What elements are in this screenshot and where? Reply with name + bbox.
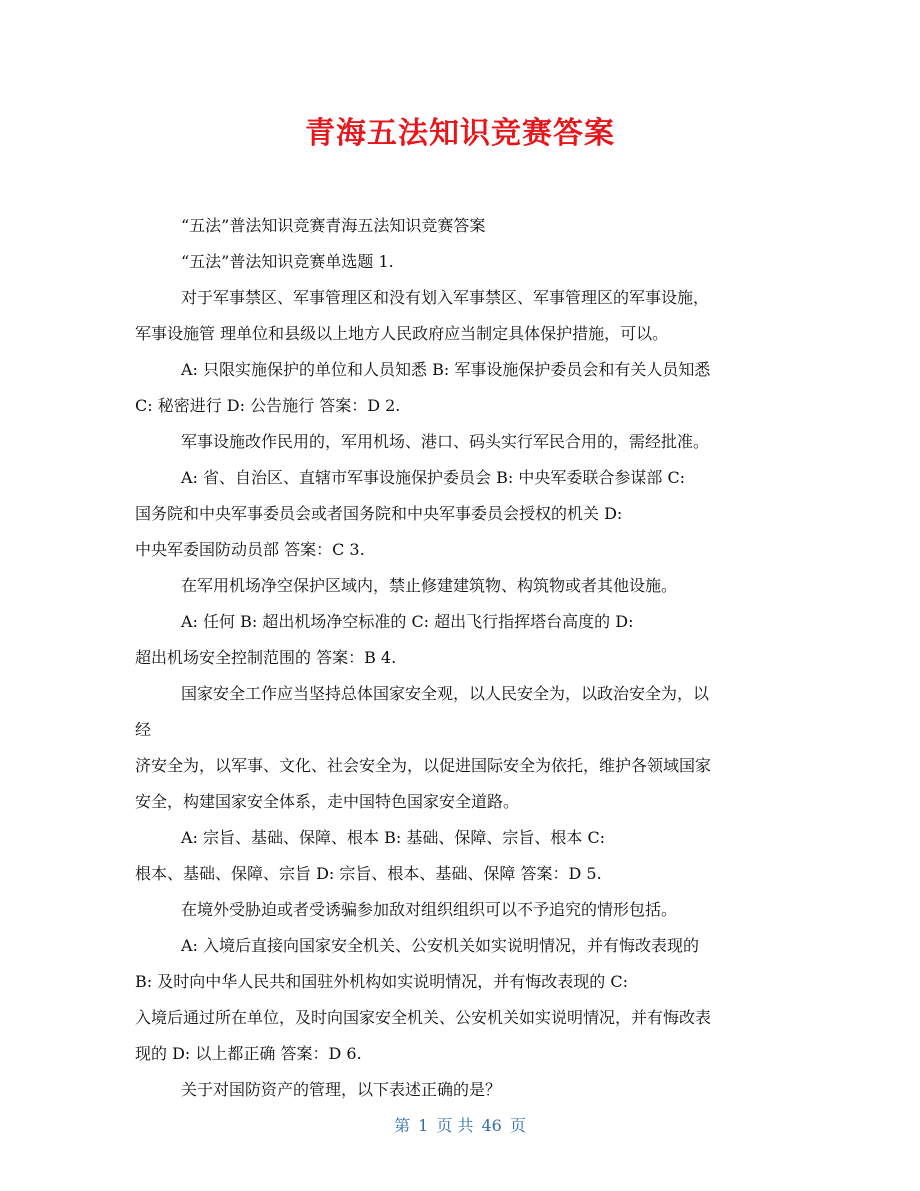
footer-suffix: 页 bbox=[509, 1116, 526, 1135]
text-line: 安全，构建国家安全体系，走中国特色国家安全道路。 bbox=[135, 792, 520, 811]
text-line: A: 只限实施保护的单位和人员知悉 B: 军事设施保护委员会和有关人员知悉 bbox=[181, 360, 711, 379]
text-line: A: 任何 B: 超出机场净空标准的 C: 超出飞行指挥塔台高度的 D: bbox=[181, 612, 634, 631]
footer-prefix: 第 bbox=[394, 1116, 411, 1135]
text-line: 对于军事禁区、军事管理区和没有划入军事禁区、军事管理区的军事设施， bbox=[181, 288, 710, 307]
text-line: 现的 D: 以上都正确 答案：D 6. bbox=[135, 1044, 362, 1063]
document-title: 青海五法知识竞赛答案 bbox=[305, 116, 615, 151]
text-line: 在军用机场净空保护区域内，禁止修建建筑物、构筑物或者其他设施。 bbox=[181, 576, 678, 595]
text-line: 国家安全工作应当坚持总体国家安全观，以人民安全为，以政治安全为，以 bbox=[181, 684, 710, 703]
text-line: 军事设施改作民用的，军用机场、港口、码头实行军民合用的，需经批准。 bbox=[181, 432, 710, 451]
footer-page-number: 1 bbox=[418, 1116, 429, 1135]
text-line: 关于对国防资产的管理，以下表述正确的是？ bbox=[181, 1080, 502, 1099]
text-line: 济安全为，以军事、文化、社会安全为，以促进国际安全为依托，维护各领域国家 bbox=[135, 756, 712, 775]
text-line: 国务院和中央军事委员会或者国务院和中央军事委员会授权的机关 D: bbox=[135, 504, 623, 523]
text-line: B: 及时向中华人民共和国驻外机构如实说明情况，并有悔改表现的 C: bbox=[135, 972, 628, 991]
text-line: 经 bbox=[135, 720, 152, 739]
text-line: 超出机场安全控制范围的 答案：B 4. bbox=[135, 648, 397, 667]
document-body bbox=[135, 208, 795, 1108]
text-line: A: 省、自治区、直辖市军事设施保护委员会 B: 中央军委联合参谋部 C: bbox=[181, 468, 686, 487]
text-line: C: 秘密进行 D: 公告施行 答案：D 2. bbox=[135, 396, 401, 415]
text-line: A: 宗旨、基础、保障、根本 B: 基础、保障、宗旨、根本 C: bbox=[181, 828, 606, 847]
text-line: 中央军委国防动员部 答案：C 3. bbox=[135, 540, 365, 559]
page-footer bbox=[0, 1112, 920, 1140]
text-line: 在境外受胁迫或者受诱骗参加敌对组织组织可以不予追究的情形包括。 bbox=[181, 900, 678, 919]
text-line: “五法”普法知识竞赛青海五法知识竞赛答案 bbox=[181, 216, 486, 235]
footer-middle: 页 共 bbox=[436, 1116, 474, 1135]
footer-total-pages: 46 bbox=[481, 1116, 502, 1135]
text-line: 入境后通过所在单位，及时向国家安全机关、公安机关如实说明情况，并有悔改表 bbox=[135, 1008, 712, 1027]
text-line: A: 入境后直接向国家安全机关、公安机关如实说明情况，并有悔改表现的 bbox=[181, 936, 700, 955]
text-line: 根本、基础、保障、宗旨 D: 宗旨、根本、基础、保障 答案：D 5. bbox=[135, 864, 602, 883]
text-line: “五法”普法知识竞赛单选题 1. bbox=[181, 252, 394, 271]
text-line: 军事设施管 理单位和县级以上地方人民政府应当制定具体保护措施，可以。 bbox=[135, 324, 669, 343]
